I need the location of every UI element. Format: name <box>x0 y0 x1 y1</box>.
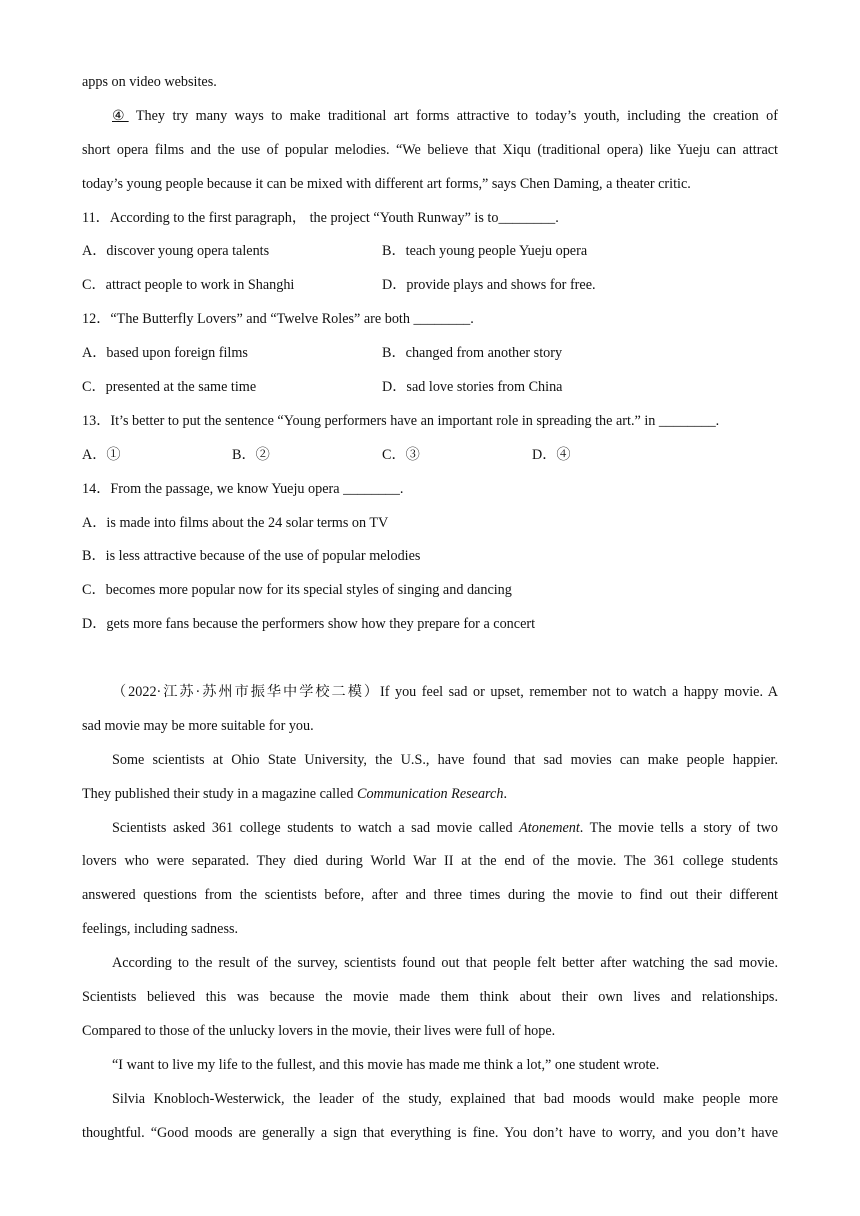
passage-b-para4-line: According to the result of the survey, scientists found out that people felt better after watching the sad movie. <box>112 955 778 972</box>
passage-b-para3-text: Scientists asked 361 college students to watch a sad movie called <box>112 819 520 836</box>
question-11-option-b[interactable]: B．teach young people Yueju opera <box>382 243 588 260</box>
question-14-stem: 14．From the passage, we know Yueju opera ________. <box>82 480 404 497</box>
question-13-option-d[interactable]: D．④ <box>532 446 571 463</box>
question-12-option-d[interactable]: D．sad love stories from China <box>382 379 563 396</box>
passage-b-para4-line: Compared to those of the unlucky lovers in the movie, their lives were full of hope. <box>82 1022 556 1039</box>
question-11-option-a[interactable]: A．discover young opera talents <box>82 243 270 260</box>
passage-b-para5-line: “I want to live my life to the fullest, and this movie has made me think a lot,” one student wrote. <box>112 1056 660 1073</box>
passage-b-para1-line: sad movie may be more suitable for you. <box>82 717 314 734</box>
question-14-option-b[interactable]: B．is less attractive because of the use of popular melodies <box>82 548 421 565</box>
question-11-option-c[interactable]: C．attract people to work in Shanghi <box>82 277 295 294</box>
question-11-stem: 11．According to the first paragraph， the project “Youth Runway” is to________. <box>82 209 559 226</box>
passage-b-para2-text: They published their study in a magazine called <box>82 785 357 802</box>
magazine-title: Communication Research <box>357 785 504 802</box>
question-12-stem: 12．“The Butterfly Lovers” and “Twelve Roles” are both ________. <box>82 311 474 328</box>
circled-number-marker: ④ <box>112 107 129 124</box>
passage-b-para6-line: Silvia Knobloch-Westerwick, the leader of the study, explained that bad moods would make people more <box>112 1090 778 1107</box>
passage-b-para1-line: （2022·江苏·苏州市振华中学校二模）If you feel sad or upset, remember not to watch a happy movie. A <box>112 684 778 701</box>
document-page <box>82 66 778 1151</box>
question-13-option-c[interactable]: C．③ <box>382 446 420 463</box>
question-14-option-a[interactable]: A．is made into films about the 24 solar terms on TV <box>82 514 389 531</box>
passage-a-para4-line: today’s young people because it can be mixed with different art forms,” says Chen Daming, a theater critic. <box>82 175 691 192</box>
question-13-option-a[interactable]: A．① <box>82 446 121 463</box>
question-12-options-row <box>82 337 778 371</box>
section-spacer <box>82 642 778 676</box>
passage-a-para4-line <box>82 100 778 134</box>
passage-a-para1-end: apps on video websites. <box>82 74 217 90</box>
question-11-options-row <box>82 235 778 269</box>
question-12-option-c[interactable]: C．presented at the same time <box>82 379 257 396</box>
passage-b-para3-line <box>82 812 778 846</box>
passage-a-para4-text: They try many ways to make traditional art forms attractive to today’s youth, including the creation of <box>128 107 778 124</box>
passage-b-para4-line: Scientists believed this was because the movie made them think about their own lives and relationships. <box>82 989 778 1006</box>
question-12-option-b[interactable]: B．changed from another story <box>382 345 563 362</box>
movie-title: Atonement <box>519 819 580 836</box>
question-11-options-row <box>82 269 778 303</box>
question-12-options-row <box>82 371 778 405</box>
passage-b-para3-line: feelings, including sadness. <box>82 921 239 938</box>
passage-b-para2-line <box>82 778 778 812</box>
passage-b-para6-line: thoughtful. “Good moods are generally a sign that everything is fine. You don’t have to worry, and you don’t have <box>82 1124 778 1141</box>
question-13-options-row <box>82 439 778 473</box>
question-13-option-b[interactable]: B．② <box>232 446 270 463</box>
passage-b-para2-text: . <box>503 785 507 802</box>
passage-b-para3-line: answered questions from the scientists before, after and three times during the movie to find out their different <box>82 887 778 904</box>
passage-b-para3-line: lovers who were separated. They died during World War II at the end of the movie. The 361 college students <box>82 853 778 870</box>
question-14-option-c[interactable]: C．becomes more popular now for its special styles of singing and dancing <box>82 582 512 599</box>
passage-b-para3-text: . The movie tells a story of two <box>579 819 778 836</box>
passage-b-para2-line: Some scientists at Ohio State University, the U.S., have found that sad movies can make people happier. <box>112 751 778 768</box>
question-13-stem: 13．It’s better to put the sentence “Young performers have an important role in spreading the art.” in ________. <box>82 412 720 429</box>
passage-a-para4-line: short opera films and the use of popular melodies. “We believe that Xiqu (traditional opera) like Yueju can attract <box>82 141 778 158</box>
question-14-option-d[interactable]: D．gets more fans because the performers show how they prepare for a concert <box>82 616 536 633</box>
question-11-option-d[interactable]: D．provide plays and shows for free. <box>382 277 596 294</box>
question-12-option-a[interactable]: A．based upon foreign films <box>82 345 248 362</box>
